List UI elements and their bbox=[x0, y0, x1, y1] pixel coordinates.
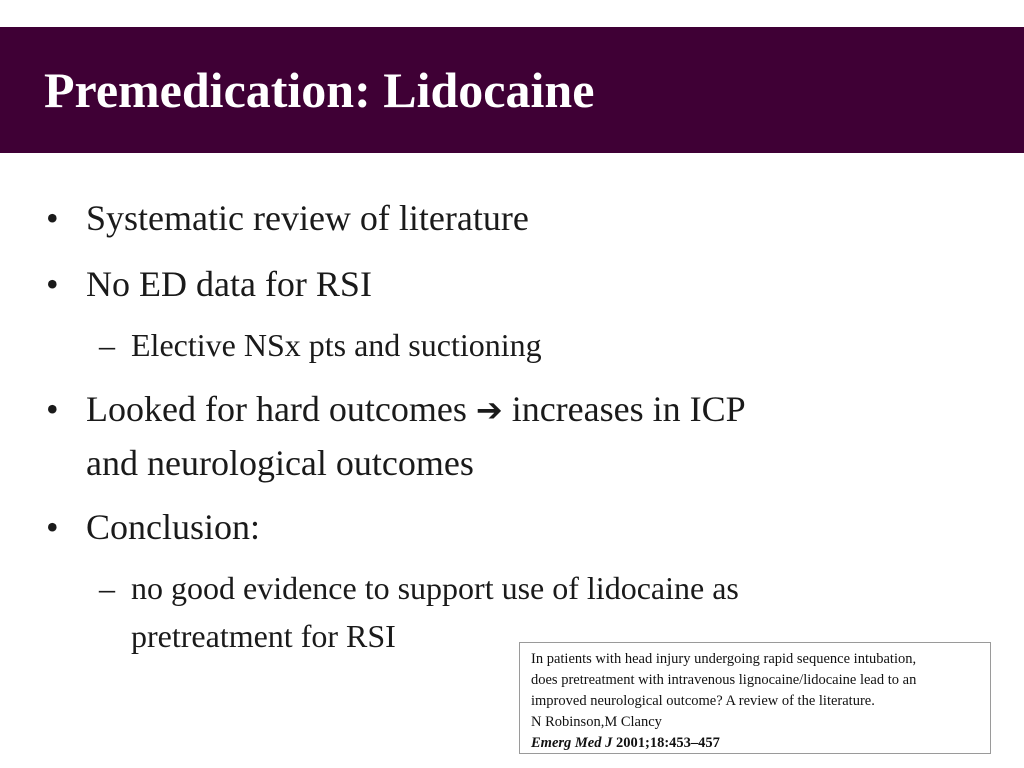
bullet-hard-outcomes-line2 bbox=[86, 436, 474, 490]
sub-bullet-dash: – bbox=[99, 327, 115, 363]
sub-bullet-dash: – bbox=[99, 570, 115, 606]
bullet-dot: • bbox=[46, 507, 59, 547]
sub-bullet-no-evidence bbox=[99, 566, 739, 610]
bullet-text: Systematic review of literature bbox=[86, 198, 529, 238]
bullet-text-part1: Looked for hard outcomes bbox=[86, 389, 467, 429]
slide-title: Premedication: Lidocaine bbox=[44, 62, 595, 118]
right-arrow-icon: ➔ bbox=[475, 391, 503, 429]
bullet-conclusion bbox=[46, 500, 261, 554]
bullet-dot: • bbox=[46, 389, 59, 429]
bullet-dot: • bbox=[46, 264, 59, 304]
citation-journal: Emerg Med J bbox=[531, 735, 613, 751]
sub-bullet-text-continuation: pretreatment for RSI bbox=[131, 618, 396, 654]
sub-bullet-text: no good evidence to support use of lidocaine as bbox=[131, 570, 739, 606]
citation-line: In patients with head injury undergoing rapid sequence intubation, bbox=[531, 651, 917, 667]
sub-bullet-no-evidence-line2 bbox=[131, 614, 396, 658]
bullet-no-ed-data bbox=[46, 257, 372, 311]
bullet-text-part2: increases in ICP bbox=[511, 389, 746, 429]
bullet-systematic-review bbox=[46, 191, 529, 245]
sub-bullet-elective bbox=[99, 323, 542, 367]
citation-authors: N Robinson,M Clancy bbox=[531, 714, 662, 730]
citation-journal-line bbox=[531, 733, 980, 754]
bullet-dot: • bbox=[46, 198, 59, 238]
citation-box bbox=[519, 642, 991, 754]
citation-line: improved neurological outcome? A review of the literature. bbox=[531, 693, 875, 709]
bullet-hard-outcomes bbox=[46, 382, 746, 437]
bullet-text: Conclusion: bbox=[86, 507, 261, 547]
sub-bullet-text: Elective NSx pts and suctioning bbox=[131, 327, 542, 363]
citation-details: 2001;18:453–457 bbox=[615, 735, 720, 751]
bullet-text: No ED data for RSI bbox=[86, 264, 372, 304]
citation-line: does pretreatment with intravenous lignocaine/lidocaine lead to an bbox=[531, 672, 917, 688]
bullet-text-continuation: and neurological outcomes bbox=[86, 443, 474, 483]
